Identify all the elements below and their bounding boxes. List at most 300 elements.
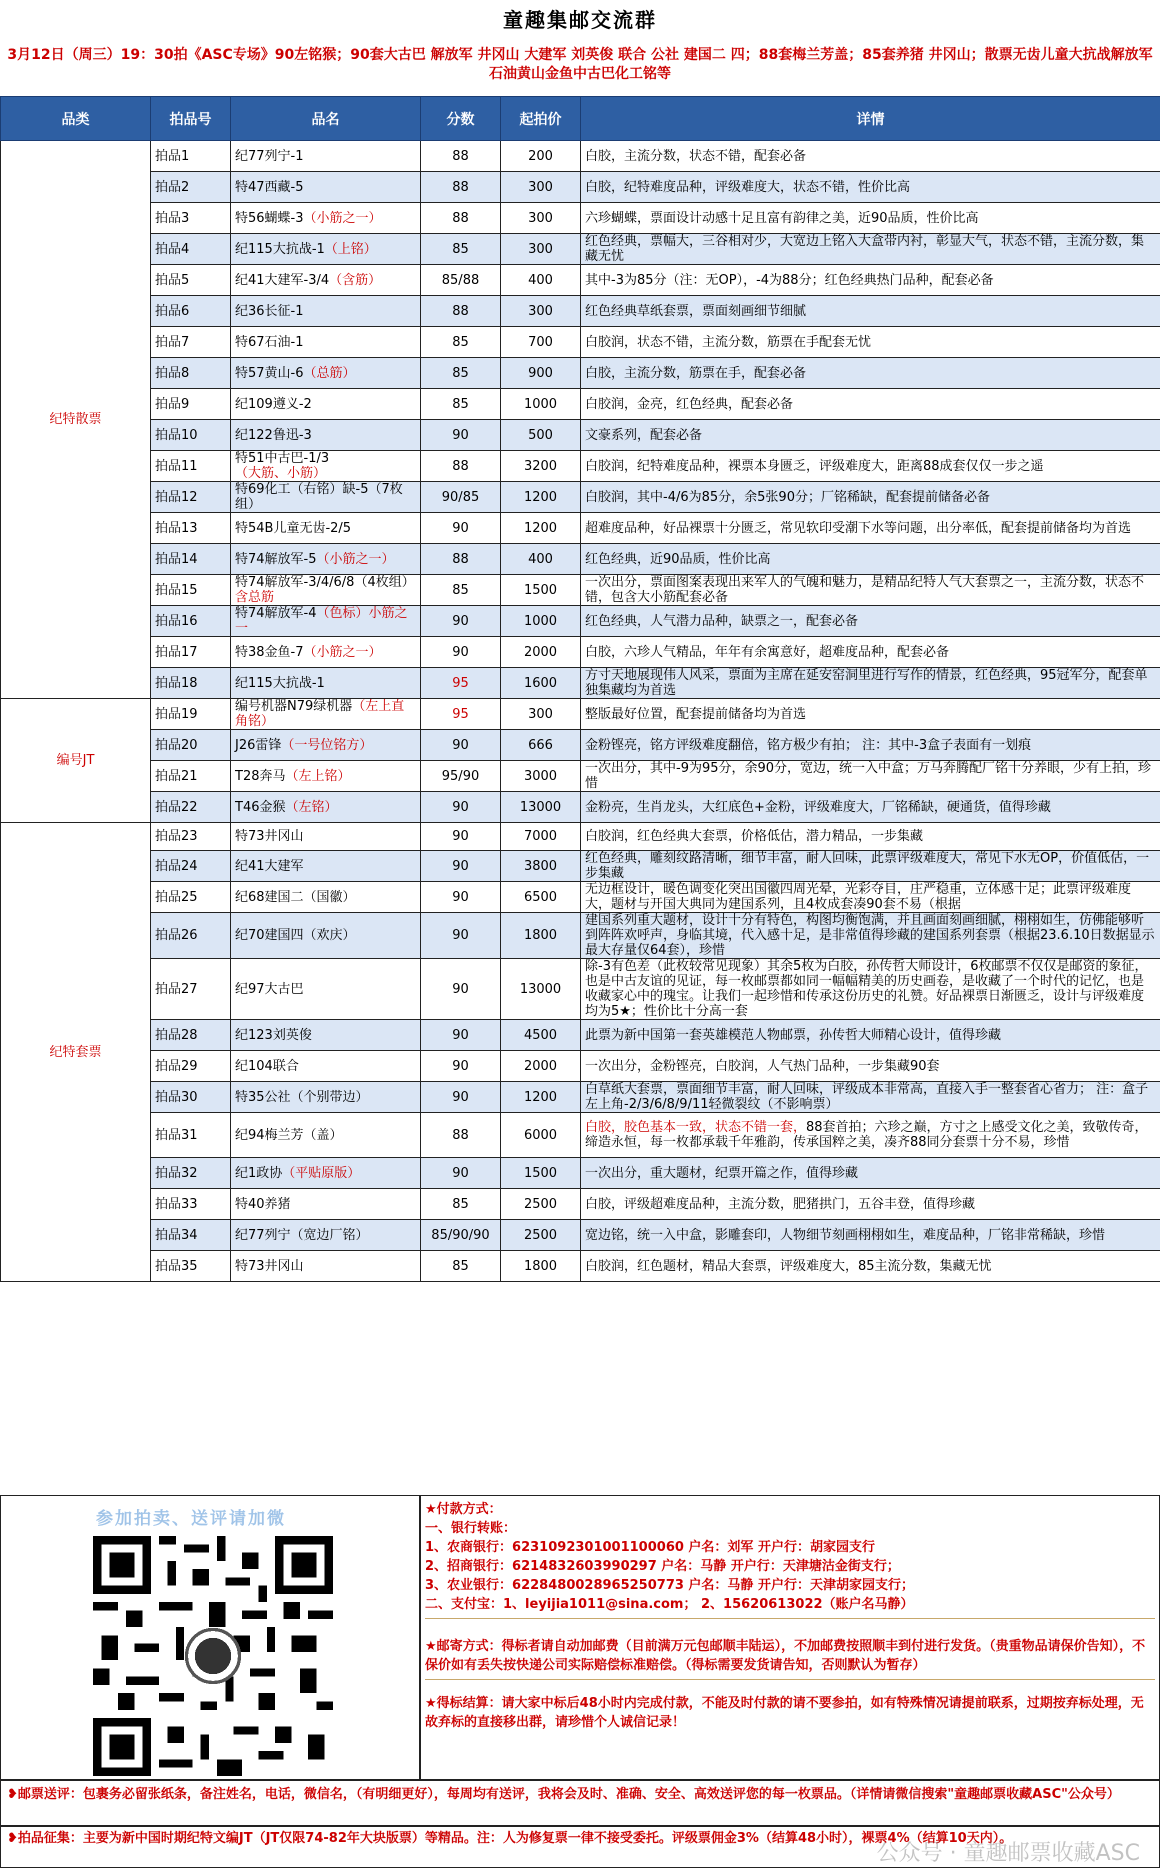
lot-number: 拍品27 bbox=[151, 959, 231, 1020]
item-detail bbox=[581, 172, 1160, 203]
item-title: J26雷锋 bbox=[235, 737, 282, 753]
lot-number: 拍品1 bbox=[151, 141, 231, 172]
lot-number: 拍品12 bbox=[151, 482, 231, 513]
item-name bbox=[231, 959, 421, 1020]
detail-text: 超难度品种，好品裸票十分匮乏，常见软印受潮下水等问题，出分率低，配套提前储备均为首选 bbox=[585, 520, 1132, 536]
item-name bbox=[231, 544, 421, 575]
detail-highlight: 白胶，胶色基本一致，状态不错一套， bbox=[585, 1120, 807, 1135]
start-price: 3200 bbox=[501, 451, 581, 482]
item-detail bbox=[581, 959, 1160, 1020]
table-row bbox=[1, 296, 1160, 327]
item-title: 特35公社（个别带边） bbox=[235, 1089, 369, 1105]
item-name bbox=[231, 513, 421, 544]
detail-text: 白草纸大套票，票面细节丰富，耐人回味，评级成本非常高，直接入手一整套省心省力； 注：盒子左上角-2/3/6/8/9/11轻微裂纹（不影响票） bbox=[585, 1082, 1149, 1112]
item-name bbox=[231, 730, 421, 761]
grade-score: 85/88 bbox=[421, 265, 501, 296]
appraisal-note: ❥邮票送评：包裹务必留张纸条，备注姓名，电话，微信名，（有明细更好），每周均有送评，我将会及时、准确、安全、高效送评您的每一枚票品。（详情请微信搜索"童趣邮票收藏ASC"公众号） bbox=[0, 1780, 1160, 1826]
item-title: 编号机器N79绿机器 bbox=[235, 699, 353, 714]
lot-number: 拍品22 bbox=[151, 792, 231, 823]
table-row bbox=[1, 575, 1160, 606]
item-detail bbox=[581, 203, 1160, 234]
item-detail bbox=[581, 296, 1160, 327]
start-price: 2500 bbox=[501, 1220, 581, 1251]
payment-section bbox=[425, 1500, 1155, 1619]
item-name bbox=[231, 327, 421, 358]
detail-text: 此票为新中国第一套英雄模范人物邮票，孙传哲大师精心设计，值得珍藏 bbox=[585, 1027, 1002, 1043]
item-title: 特74解放军-4 bbox=[235, 606, 317, 621]
start-price: 300 bbox=[501, 203, 581, 234]
grade-score: 90 bbox=[421, 730, 501, 761]
grade-score: 95 bbox=[421, 699, 501, 730]
item-title: 纪122鲁迅-3 bbox=[235, 427, 312, 443]
table-row bbox=[1, 389, 1160, 420]
table-row bbox=[1, 141, 1160, 172]
column-header: 品类 bbox=[1, 97, 151, 141]
grade-score: 85 bbox=[421, 389, 501, 420]
item-title: 纪115大抗战-1 bbox=[235, 675, 325, 691]
item-detail bbox=[581, 389, 1160, 420]
detail-text: 白胶润，金亮，红色经典，配套必备 bbox=[585, 396, 794, 412]
item-detail bbox=[581, 358, 1160, 389]
detail-text: 红色经典，近90品质，性价比高 bbox=[585, 551, 771, 567]
item-title: 特38金鱼-7 bbox=[235, 644, 304, 660]
item-name bbox=[231, 668, 421, 699]
item-note: （色标）小筋之一 bbox=[235, 606, 408, 636]
detail-text: 白胶，主流分数，状态不错，配套必备 bbox=[585, 148, 807, 164]
item-detail bbox=[581, 544, 1160, 575]
item-detail bbox=[581, 451, 1160, 482]
lot-number: 拍品8 bbox=[151, 358, 231, 389]
grade-score: 95 bbox=[421, 668, 501, 699]
start-price: 400 bbox=[501, 265, 581, 296]
lot-number: 拍品26 bbox=[151, 913, 231, 959]
column-header: 分数 bbox=[421, 97, 501, 141]
item-name bbox=[231, 482, 421, 513]
item-title: 纪97大古巴 bbox=[235, 981, 304, 997]
item-note: （总筋） bbox=[303, 365, 356, 381]
lot-number: 拍品28 bbox=[151, 1020, 231, 1051]
table-header bbox=[1, 97, 1160, 141]
start-price: 700 bbox=[501, 327, 581, 358]
column-header: 品名 bbox=[231, 97, 421, 141]
detail-text: 红色经典，雕刻纹路清晰，细节丰富，耐人回味，此票评级难度大，常见下水无OP，价值低估，一步集藏 bbox=[585, 851, 1150, 881]
bank-account: 3、农业银行：6228480028965250773 户名：马静 开户行：天津胡家园支行； bbox=[425, 1578, 914, 1593]
item-name bbox=[231, 296, 421, 327]
start-price: 4500 bbox=[501, 1020, 581, 1051]
table-row bbox=[1, 358, 1160, 389]
grade-score: 90 bbox=[421, 606, 501, 637]
lot-number: 拍品35 bbox=[151, 1251, 231, 1282]
grade-score: 90 bbox=[421, 913, 501, 959]
item-title: T28奔马 bbox=[235, 768, 286, 784]
start-price: 1600 bbox=[501, 668, 581, 699]
item-name bbox=[231, 823, 421, 851]
item-name bbox=[231, 389, 421, 420]
category-cell: 纪特套票 bbox=[1, 823, 151, 1282]
grade-score: 88 bbox=[421, 451, 501, 482]
grade-score: 90 bbox=[421, 792, 501, 823]
start-price: 1800 bbox=[501, 913, 581, 959]
item-title: 纪115大抗战-1 bbox=[235, 241, 325, 257]
item-title: 纪77列宁-1 bbox=[235, 148, 304, 164]
table-row bbox=[1, 1220, 1160, 1251]
item-title: 特73井冈山 bbox=[235, 829, 304, 844]
item-name bbox=[231, 358, 421, 389]
table-row bbox=[1, 451, 1160, 482]
grade-score: 85 bbox=[421, 327, 501, 358]
item-detail bbox=[581, 1220, 1160, 1251]
bank-heading: 一、银行转账： bbox=[425, 1521, 517, 1536]
grade-score: 85 bbox=[421, 1251, 501, 1282]
item-detail bbox=[581, 1113, 1160, 1158]
table-row bbox=[1, 172, 1160, 203]
item-detail bbox=[581, 1020, 1160, 1051]
grade-score: 90 bbox=[421, 513, 501, 544]
item-detail bbox=[581, 482, 1160, 513]
lot-number: 拍品5 bbox=[151, 265, 231, 296]
item-title: 纪36长征-1 bbox=[235, 303, 304, 319]
category-cell: 编号JT bbox=[1, 699, 151, 823]
lot-number: 拍品7 bbox=[151, 327, 231, 358]
start-price: 13000 bbox=[501, 959, 581, 1020]
item-title: 纪123刘英俊 bbox=[235, 1027, 312, 1043]
table-row bbox=[1, 851, 1160, 882]
detail-text: 文豪系列，配套必备 bbox=[585, 427, 703, 443]
detail-text: 白胶，纪特难度品种，评级难度大，状态不错，性价比高 bbox=[585, 179, 911, 195]
lot-number: 拍品15 bbox=[151, 575, 231, 606]
item-detail bbox=[581, 730, 1160, 761]
detail-text: 金粉亮，生肖龙头，大红底色+金粉，评级难度大，厂铭稀缺，硬通货，值得珍藏 bbox=[585, 799, 1051, 815]
table-row bbox=[1, 513, 1160, 544]
table-row bbox=[1, 882, 1160, 913]
item-detail bbox=[581, 637, 1160, 668]
table-row bbox=[1, 203, 1160, 234]
lot-number: 拍品11 bbox=[151, 451, 231, 482]
bank-account: 1、农商银行：6231092301001100060 户名：刘军 开户行：胡家园支行 bbox=[425, 1540, 875, 1555]
lot-number: 拍品16 bbox=[151, 606, 231, 637]
item-name bbox=[231, 172, 421, 203]
grade-score: 88 bbox=[421, 544, 501, 575]
grade-score: 85 bbox=[421, 358, 501, 389]
item-name bbox=[231, 1082, 421, 1113]
item-name bbox=[231, 420, 421, 451]
item-name bbox=[231, 265, 421, 296]
item-name bbox=[231, 606, 421, 637]
auction-table bbox=[0, 96, 1160, 1282]
item-title: 特51中古巴-1/3 bbox=[235, 451, 330, 466]
grade-score: 85 bbox=[421, 234, 501, 265]
item-note: （上铭） bbox=[324, 241, 377, 257]
table-row bbox=[1, 792, 1160, 823]
lot-number: 拍品10 bbox=[151, 420, 231, 451]
detail-text: 白胶，六珍人气精品，年年有余寓意好，超难度品种，配套必备 bbox=[585, 644, 950, 660]
item-detail bbox=[581, 420, 1160, 451]
item-detail bbox=[581, 851, 1160, 882]
item-name bbox=[231, 637, 421, 668]
item-detail bbox=[581, 141, 1160, 172]
grade-score: 90 bbox=[421, 1158, 501, 1189]
start-price: 1500 bbox=[501, 575, 581, 606]
lot-number: 拍品21 bbox=[151, 761, 231, 792]
shipping-section: ★邮寄方式：得标者请自动加邮费（目前满万元包邮顺丰陆运），不加邮费按照顺丰到付进行发货。（贵重物品请保价告知），不保价如有丢失按快递公司实际赔偿标准赔偿。（得标需要发货请告知，否则默认为暂存） bbox=[425, 1623, 1155, 1680]
item-detail bbox=[581, 1051, 1160, 1082]
item-note: （小筋之一） bbox=[316, 551, 395, 567]
detail-text: 白胶润，其中-4/6为85分，余5张90分；厂铭稀缺，配套提前储备必备 bbox=[585, 489, 990, 505]
detail-text: 除-3有色差（此枚较常见现象）其余5枚为白胶，孙传哲大师设计，6枚邮票不仅仅是邮资的象征，也是中古友谊的见证，每一枚邮票都如同一幅幅精美的历史画卷，是收藏了一个时代的记忆，也是收藏家心中的瑰宝。让我们一起珍惜和传承这份历史的礼赞。好品裸票日渐匮乏，设计与评级难度均为5★；性价比十分高一套 bbox=[585, 959, 1148, 1019]
lot-number: 拍品17 bbox=[151, 637, 231, 668]
detail-text: 白胶润，红色经典大套票，价格低估，潜力精品，一步集藏 bbox=[585, 829, 924, 844]
table-row bbox=[1, 420, 1160, 451]
item-detail bbox=[581, 1158, 1160, 1189]
lot-number: 拍品20 bbox=[151, 730, 231, 761]
item-title: 纪41大建军 bbox=[235, 858, 304, 874]
detail-text: 六珍蝴蝶，票面设计动感十足且富有韵律之美，近90品质，性价比高 bbox=[585, 210, 979, 226]
item-note: （含筋） bbox=[329, 272, 382, 288]
alipay-info: 二、支付宝：1、leyijia1011@sina.com； 2、15620613022（账户名马静） bbox=[425, 1597, 914, 1612]
start-price: 400 bbox=[501, 544, 581, 575]
qr-caption: 参加拍卖、送评请加微 bbox=[96, 1509, 286, 1529]
lot-number: 拍品13 bbox=[151, 513, 231, 544]
detail-text: 宽边铭，统一入中盒，影雕套印，人物细节刻画栩栩如生，难度品种，厂铭非常稀缺，珍惜 bbox=[585, 1227, 1106, 1243]
detail-text: 白胶润，纪特难度品种，裸票本身匮乏，评级难度大，距离88成套仅仅一步之遥 bbox=[585, 458, 1044, 474]
lot-number: 拍品24 bbox=[151, 851, 231, 882]
detail-text: 白胶润，状态不错，主流分数，筋票在手配套无忧 bbox=[585, 334, 872, 350]
item-title: 纪109遵义-2 bbox=[235, 396, 312, 412]
item-title: 纪1政协 bbox=[235, 1165, 283, 1181]
item-detail bbox=[581, 699, 1160, 730]
detail-text: 白胶，主流分数，筋票在手，配套必备 bbox=[585, 365, 807, 381]
lot-number: 拍品19 bbox=[151, 699, 231, 730]
start-price: 6500 bbox=[501, 882, 581, 913]
item-name bbox=[231, 1113, 421, 1158]
table-row bbox=[1, 699, 1160, 730]
table-row bbox=[1, 234, 1160, 265]
table-row bbox=[1, 1189, 1160, 1220]
start-price: 1800 bbox=[501, 1251, 581, 1282]
info-panel bbox=[420, 1495, 1160, 1780]
start-price: 1200 bbox=[501, 513, 581, 544]
lot-number: 拍品3 bbox=[151, 203, 231, 234]
grade-score: 90 bbox=[421, 851, 501, 882]
grade-score: 88 bbox=[421, 141, 501, 172]
detail-text: 88套首拍；六珍之巅，方寸之上感受文化之美，致敬传奇，缔造永恒，每一枚都承载千年雅韵，传承国粹之美，凑齐88同分套票十分不易，珍惜 bbox=[585, 1120, 1148, 1150]
item-detail bbox=[581, 761, 1160, 792]
start-price: 2000 bbox=[501, 637, 581, 668]
column-header: 拍品号 bbox=[151, 97, 231, 141]
column-header: 详情 bbox=[581, 97, 1160, 141]
start-price: 300 bbox=[501, 699, 581, 730]
item-detail bbox=[581, 882, 1160, 913]
table-row bbox=[1, 482, 1160, 513]
grade-score: 90 bbox=[421, 1051, 501, 1082]
detail-text: 整版最好位置，配套提前储备均为首选 bbox=[585, 706, 807, 722]
item-detail bbox=[581, 234, 1160, 265]
detail-text: 金粉铿亮，铭方评级难度翻倍，铭方极少有拍； 注：其中-3盒子表面有一划痕 bbox=[585, 737, 1032, 753]
item-name bbox=[231, 699, 421, 730]
item-note: （小筋之一） bbox=[303, 210, 382, 226]
item-detail bbox=[581, 265, 1160, 296]
lot-number: 拍品4 bbox=[151, 234, 231, 265]
item-note: （一号位铭方） bbox=[281, 737, 373, 753]
table-row bbox=[1, 637, 1160, 668]
item-note: （左上铭） bbox=[285, 768, 351, 784]
start-price: 300 bbox=[501, 296, 581, 327]
settlement-section: ★得标结算：请大家中标后48小时内完成付款，不能及时付款的请不要参拍，如有特殊情况请提前联系，过期按弃标处理，无故弃标的直接移出群，请珍惜个人诚信记录！ bbox=[425, 1696, 1144, 1730]
table-row bbox=[1, 606, 1160, 637]
item-name bbox=[231, 882, 421, 913]
page-title: 童趣集邮交流群 bbox=[503, 8, 657, 32]
item-name bbox=[231, 1220, 421, 1251]
table-row bbox=[1, 1082, 1160, 1113]
grade-score: 88 bbox=[421, 296, 501, 327]
detail-text: 一次出分，金粉铿亮，白胶润，人气热门品种，一步集藏90套 bbox=[585, 1058, 940, 1074]
grade-score: 88 bbox=[421, 203, 501, 234]
item-detail bbox=[581, 1189, 1160, 1220]
grade-score: 85 bbox=[421, 1189, 501, 1220]
table-row bbox=[1, 1020, 1160, 1051]
start-price: 500 bbox=[501, 420, 581, 451]
item-title: 纪41大建军-3/4 bbox=[235, 272, 330, 288]
item-title: 纪77列宁（宽边厂铭） bbox=[235, 1227, 369, 1243]
item-note: （大筋、小筋） bbox=[235, 466, 327, 481]
item-title: 纪68建国二（国徽） bbox=[235, 889, 356, 905]
table-row bbox=[1, 959, 1160, 1020]
lot-number: 拍品32 bbox=[151, 1158, 231, 1189]
consignment-note: ❥拍品征集：主要为新中国时期纪特文编JT（JT仅限74-82年大块版票）等精品。注：人为修复票一律不接受委托。评级票佣金3%（结算48小时），裸票4%（结算10天内）。 bbox=[0, 1826, 1160, 1868]
grade-score: 90 bbox=[421, 420, 501, 451]
item-title: 特56蝴蝶-3 bbox=[235, 210, 304, 226]
table-row bbox=[1, 730, 1160, 761]
start-price: 7000 bbox=[501, 823, 581, 851]
table-row bbox=[1, 327, 1160, 358]
item-name bbox=[231, 761, 421, 792]
table-row bbox=[1, 761, 1160, 792]
item-name bbox=[231, 1158, 421, 1189]
item-name bbox=[231, 451, 421, 482]
table-row bbox=[1, 544, 1160, 575]
start-price: 300 bbox=[501, 172, 581, 203]
item-title: 特67石油-1 bbox=[235, 334, 304, 350]
grade-score: 90 bbox=[421, 637, 501, 668]
table-row bbox=[1, 1251, 1160, 1282]
item-detail bbox=[581, 1082, 1160, 1113]
detail-text: 无边框设计，暖色调变化突出国徽四周光晕，光彩夺目，庄严稳重，立体感十足；此票评级难度大，题材与开国大典同为建国系列，且4枚成套凑90套不易（根据 bbox=[585, 882, 1132, 912]
grade-score: 90/85 bbox=[421, 482, 501, 513]
detail-text: 白胶，评级超难度品种，主流分数，肥猪拱门，五谷丰登，值得珍藏 bbox=[585, 1196, 976, 1212]
item-detail bbox=[581, 1251, 1160, 1282]
watermark: 公众号 · 童趣邮票收藏ASC bbox=[876, 1841, 1140, 1866]
table-row bbox=[1, 265, 1160, 296]
detail-text: 其中-3为85分（注：无OP），-4为88分；红色经典热门品种，配套必备 bbox=[585, 272, 994, 288]
item-title: T46金猴 bbox=[235, 799, 286, 815]
detail-text: 一次出分，重大题材，纪票开篇之作，值得珍藏 bbox=[585, 1165, 859, 1181]
start-price: 1500 bbox=[501, 1158, 581, 1189]
lot-number: 拍品6 bbox=[151, 296, 231, 327]
start-price: 3800 bbox=[501, 851, 581, 882]
qr-panel bbox=[0, 1495, 420, 1780]
start-price: 6000 bbox=[501, 1113, 581, 1158]
item-name bbox=[231, 234, 421, 265]
grade-score: 88 bbox=[421, 172, 501, 203]
grade-score: 85 bbox=[421, 575, 501, 606]
table-row bbox=[1, 668, 1160, 699]
grade-score: 88 bbox=[421, 1113, 501, 1158]
item-detail bbox=[581, 668, 1160, 699]
start-price: 1000 bbox=[501, 389, 581, 420]
detail-text: 方寸天地展现伟人风采，票面为主席在延安窑洞里进行写作的情景，红色经典，95冠军分，配套单独集藏均为首选 bbox=[585, 668, 1148, 698]
lot-number: 拍品2 bbox=[151, 172, 231, 203]
item-title: 纪94梅兰芳（盖） bbox=[235, 1127, 343, 1143]
item-title: 特74解放军-3/4/6/8（4枚组） bbox=[235, 575, 415, 590]
item-name bbox=[231, 913, 421, 959]
item-name bbox=[231, 141, 421, 172]
item-name bbox=[231, 203, 421, 234]
start-price: 900 bbox=[501, 358, 581, 389]
table-row bbox=[1, 1158, 1160, 1189]
lot-number: 拍品23 bbox=[151, 823, 231, 851]
item-detail bbox=[581, 823, 1160, 851]
table-row bbox=[1, 1113, 1160, 1158]
item-name bbox=[231, 575, 421, 606]
detail-text: 一次出分，票面图案表现出来军人的气魄和魅力，是精品纪特人气大套票之一，主流分数，状态不错，包含大小筋配套必备 bbox=[585, 575, 1145, 605]
item-title: 特73井冈山 bbox=[235, 1258, 304, 1274]
lot-number: 拍品34 bbox=[151, 1220, 231, 1251]
detail-text: 红色经典，票幅大，三谷相对少，大宽边上铭入大盒带内衬，彰显大气，状态不错，主流分数，集藏无忧 bbox=[585, 234, 1145, 264]
item-title: 特40养猪 bbox=[235, 1196, 291, 1212]
item-name bbox=[231, 1020, 421, 1051]
start-price: 666 bbox=[501, 730, 581, 761]
detail-text: 一次出分，其中-9为95分，余90分，宽边，统一入中盒；万马奔腾配厂铭十分养眼，少有上拍，珍惜 bbox=[585, 761, 1152, 791]
item-detail bbox=[581, 327, 1160, 358]
item-title: 特54B儿童无齿-2/5 bbox=[235, 520, 352, 536]
qr-code-icon[interactable] bbox=[93, 1536, 333, 1776]
table-row bbox=[1, 823, 1160, 851]
detail-text: 红色经典草纸套票，票面刻画细节细腻 bbox=[585, 303, 807, 319]
grade-score: 95/90 bbox=[421, 761, 501, 792]
start-price: 200 bbox=[501, 141, 581, 172]
lot-number: 拍品30 bbox=[151, 1082, 231, 1113]
start-price: 2500 bbox=[501, 1189, 581, 1220]
lot-number: 拍品29 bbox=[151, 1051, 231, 1082]
item-title: 特74解放军-5 bbox=[235, 551, 317, 567]
item-note: （左上直角铭） bbox=[235, 699, 405, 729]
start-price: 13000 bbox=[501, 792, 581, 823]
lot-number: 拍品18 bbox=[151, 668, 231, 699]
start-price: 3000 bbox=[501, 761, 581, 792]
item-name bbox=[231, 1251, 421, 1282]
grade-score: 90 bbox=[421, 1020, 501, 1051]
item-title: 纪70建国四（欢庆） bbox=[235, 928, 356, 943]
lot-number: 拍品33 bbox=[151, 1189, 231, 1220]
item-detail bbox=[581, 606, 1160, 637]
payment-heading: ★付款方式： bbox=[425, 1502, 502, 1517]
item-detail bbox=[581, 513, 1160, 544]
item-detail bbox=[581, 913, 1160, 959]
lot-number: 拍品31 bbox=[151, 1113, 231, 1158]
detail-text: 建国系列重大题材，设计十分有特色，构图均衡饱满，并且画面刻画细腻，栩栩如生，仿佛能够听到阵阵欢呼声，身临其境，代入感十足，是非常值得珍藏的建国系列套票（根据23.6.10日数据显示最大存量仅64套），珍惜 bbox=[585, 913, 1155, 958]
grade-score: 90 bbox=[421, 882, 501, 913]
item-title: 纪104联合 bbox=[235, 1058, 299, 1074]
table-row bbox=[1, 1051, 1160, 1082]
column-header: 起拍价 bbox=[501, 97, 581, 141]
item-note: （小筋之一） bbox=[303, 644, 382, 660]
bank-account: 2、招商银行：6214832603990297 户名：马静 开户行：天津塘沽金街支行； bbox=[425, 1559, 900, 1574]
item-detail bbox=[581, 792, 1160, 823]
item-title: 特57黄山-6 bbox=[235, 365, 304, 381]
start-price: 300 bbox=[501, 234, 581, 265]
item-note: （平贴原版） bbox=[282, 1165, 361, 1181]
start-price: 1200 bbox=[501, 482, 581, 513]
